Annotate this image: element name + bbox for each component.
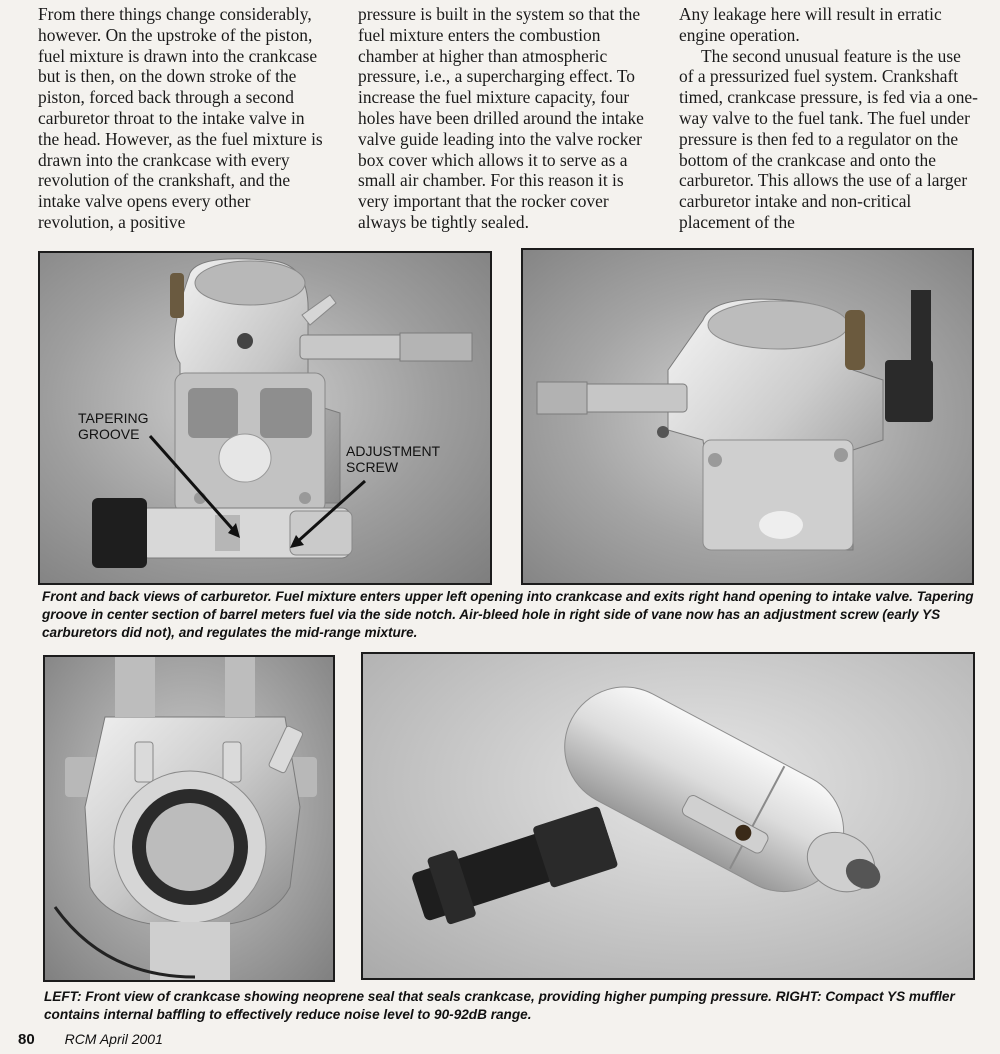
adjustment-screw-label: ADJUSTMENT SCREW xyxy=(346,443,440,475)
muffler-illustration xyxy=(363,654,973,978)
page-footer xyxy=(18,1031,163,1048)
tapering-groove-label: TAPERING GROOVE xyxy=(78,410,149,442)
carburetor-back-photo xyxy=(521,248,974,585)
article-column-2 xyxy=(358,4,654,233)
column-1-text: From there things change considerably, however. On the upstroke of the piston, fuel mixture is drawn into the crankcase but is then, on the down stroke of the piston, forced back through a second carburetor throat to the intake valve in the head. However, as the fuel mixture is drawn into the crankcase with every revolution of the crankshaft, and the intake valve opens every other revolution, a positive xyxy=(38,4,323,232)
column-3-paragraph-1: Any leakage here will result in erratic engine operation. xyxy=(679,4,942,45)
column-2-text: pressure is built in the system so that the fuel mixture enters the combustion chamber at higher than atmospheric pressure, i.e., a supercharging effect. To increase the fuel mixture capacity, four holes have been drilled around the intake valve guide leading into the valve rocker box cover which allows it to serve as a small air chamber. For this reason it is very important that the rocker cover always be tightly sealed. xyxy=(358,4,644,232)
magazine-issue: RCM April 2001 xyxy=(64,1031,163,1047)
crankcase-front-illustration xyxy=(45,657,333,980)
page-number: 80 xyxy=(18,1031,35,1048)
carburetor-back-illustration xyxy=(523,250,972,583)
bottom-figures-caption: LEFT: Front view of crankcase showing neoprene seal that seals crankcase, providing higher pumping pressure. RIGHT: Compact YS muffler contains internal baffling to effectively reduce noise level to 90-92dB range. xyxy=(44,989,955,1022)
article-column-3 xyxy=(679,4,979,233)
crankcase-front-photo xyxy=(43,655,335,982)
article-column-1 xyxy=(38,4,330,233)
muffler-photo xyxy=(361,652,975,980)
top-figures-caption: Front and back views of carburetor. Fuel mixture enters upper left opening into crankcase and exits right hand opening to intake valve. Tapering groove in center section of barrel meters fuel via the side notch. Air-bleed hole in right side of vane now has an adjustment screw (early YS carburetors did not), and regulates the mid-range mixture. xyxy=(42,589,974,640)
column-3-paragraph-2: The second unusual feature is the use of a pressurized fuel system. Crankshaft timed, crankcase pressure, is fed via a one-way valve to the fuel tank. The fuel under pressure is then fed to a regulator on the bottom of the crankcase and onto the carburetor. This allows the use of a larger carburetor intake and non-critical placement of the xyxy=(679,45,978,232)
